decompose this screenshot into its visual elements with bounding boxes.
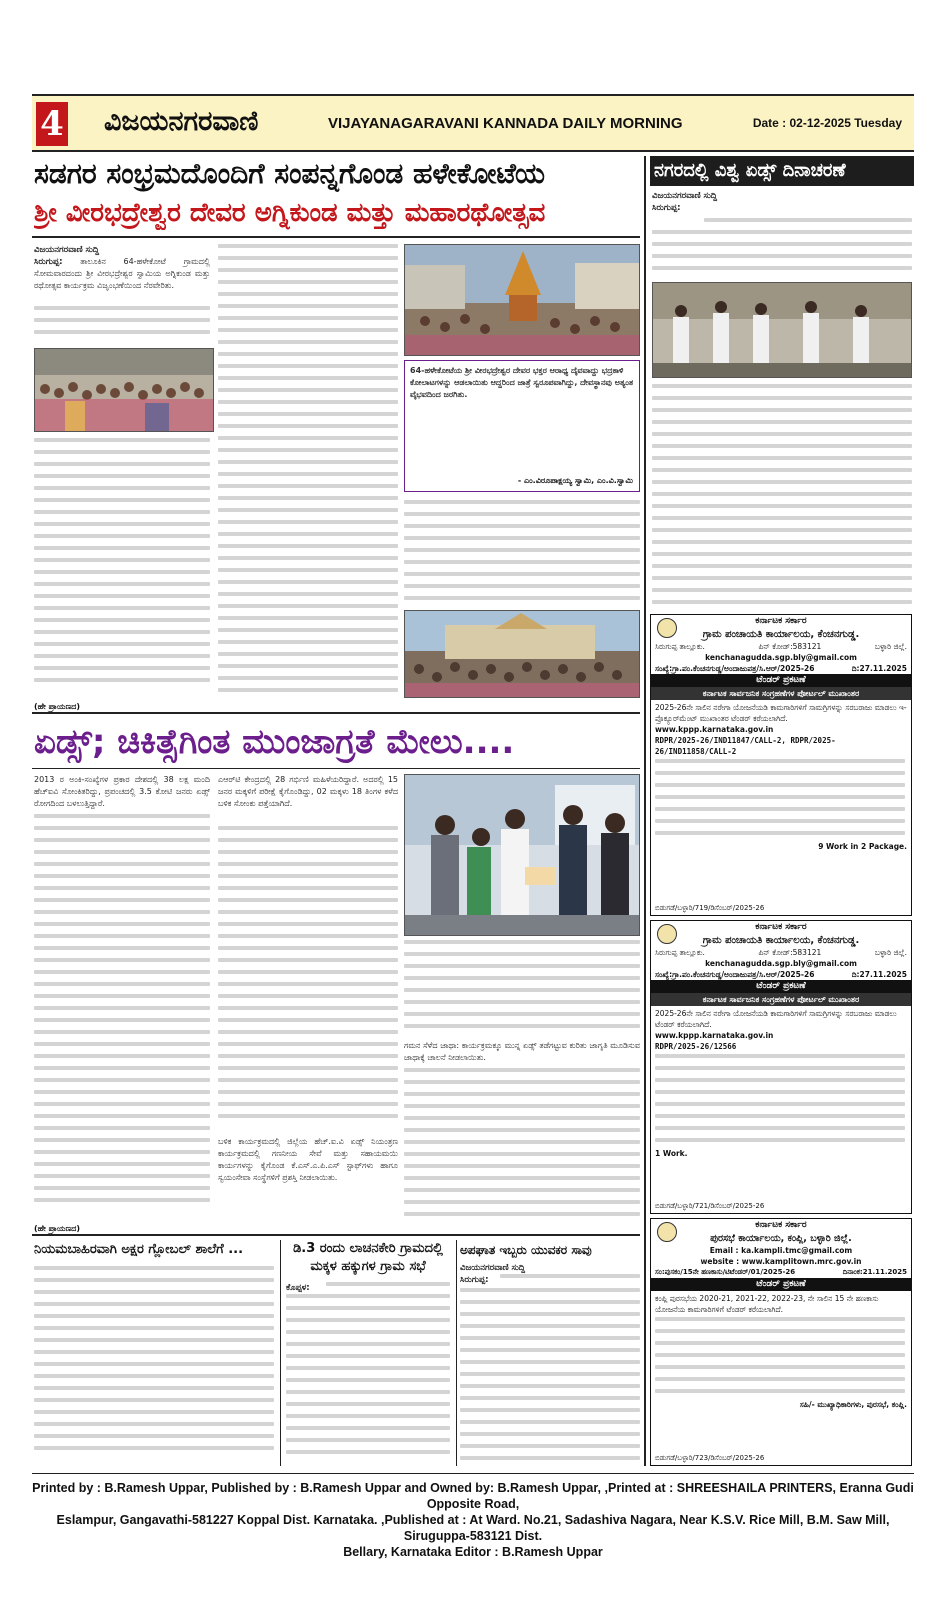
lead-col1-text-2 <box>34 438 210 700</box>
world-aids-dateline: ಸಿರುಗುಪ್ಪ: <box>652 203 681 213</box>
tender1-district: ಬಳ್ಳಾರಿ ಜಿಲ್ಲೆ. <box>874 642 907 651</box>
imprint-line-3: Bellary, Karnataka Editor : B.Ramesh Uppar <box>343 1545 603 1559</box>
world-aids-headline-bar <box>650 156 914 186</box>
story2-text-0 <box>326 1282 450 1294</box>
tender1-subtitle: ಕರ್ನಾಟಕ ಸಾರ್ವಜನಿಕ ಸಂಗ್ರಹಣೆಗಳ ಪೋರ್ಟಲ್ ಮುಖಾಂತರ <box>651 687 911 700</box>
tender3-date: ದಿನಾಂಕ:21.11.2025 <box>842 1268 907 1276</box>
paper-name-english: VIJAYANAGARAVANI KANNADA DAILY MORNING <box>328 115 683 132</box>
tender3-govt: ಕರ್ನಾಟಕ ಸರ್ಕಾರ <box>755 1220 807 1230</box>
rule <box>32 712 640 714</box>
tender3-signature: ಸಹಿ/- ಮುಖ್ಯಾಧಿಕಾರಿಗಳು, ಪುರಸಭೆ, ಕಂಪ್ಲಿ. <box>799 1400 907 1409</box>
aids-col2-tail: ಬಳಿಕ ಕಾರ್ಯಕ್ರಮದಲ್ಲಿ ಜಿಲ್ಲೆಯ ಹೆಚ್.ಐ.ವಿ ಏಡ್ಸ್ ನಿಯಂತ್ರಣ ಕಾರ್ಯಕ್ರಮದಲ್ಲಿ ಗಣನೀಯ ಸೇವೆ ಮತ್ತು ಸಹಾಯಮಯಿ ಕಾರ್ಯಗಳನ್ನು ಕೈಗೊಂಡ ಕೆ.ಎಸ್.ಎ.ಪಿ.ಎಸ್ ಸ್ಟಾಫ್‌ಗಳು ಹಾಗೂ ಸ್ವಯಂಸೇವಾ ಸಂಸ್ಥೆಗಳಿಗೆ ಪ್ರಶಸ್ತಿ ನೀಡಲಾಯಿತು. <box>218 1137 398 1182</box>
imprint-line-2: Eslampur, Gangavathi-581227 Koppal Dist. Karnataka. ,Published at : At Ward. No.21, Sadashiva Nagara, Near K.S.V. Rice Mill, B.M. Saw Mill, Siruguppa-583121 Dist. <box>56 1513 890 1543</box>
tender1-taluk: ಸಿರುಗುಪ್ಪ ತಾಲ್ಲೂಕು. <box>655 642 705 651</box>
lead-photo-crowd <box>34 348 214 432</box>
lead-intro: ತಾಲೂಕಿನ 64-ಹಳೇಕೋಟೆ ಗ್ರಾಮದಲ್ಲಿ ಸೋಮವಾರದಂದು ಶ್ರೀ ವೀರಭದ್ರೇಶ್ವರ ಸ್ವಾಮಿಯ ಅಗ್ನಿಕುಂಡ ಮತ್ತು ರಥೋತ್ಸವ ಕಾರ್ಯಕ್ರಮ ವಿಜೃಂಭಣೆಯಿಂದ ನೆರವೇರಿತು. <box>34 257 210 290</box>
tender2-date: ದಿ:27.11.2025 <box>851 970 907 979</box>
world-aids-byline: ವಿಜಯನಗರವಾಣಿ ಸುದ್ದಿ <box>652 191 718 201</box>
story1-text <box>34 1266 274 1468</box>
story3-byline: ವಿಜಯನಗರವಾಣಿ ಸುದ್ದಿ <box>460 1263 526 1273</box>
world-aids-headline: ನಗರದಲ್ಲಿ ವಿಶ್ವ ಏಡ್ಸ್ ದಿನಾಚರಣೆ <box>654 160 846 181</box>
tender2-portal: www.kppp.karnataka.gov.in <box>655 1031 774 1040</box>
story2-headline-1: ಡಿ.3 ರಂದು ಲಾಚನಕೇರಿ ಗ್ರಾಮದಲ್ಲಿ <box>293 1241 443 1256</box>
issue-date: Date : 02-12-2025 Tuesday <box>752 116 902 130</box>
story2-headline-2: ಮಕ್ಕಳ ಹಕ್ಕುಗಳ ಗ್ರಾಮ ಸಭೆ <box>310 1259 426 1274</box>
imprint-footer <box>32 1473 914 1560</box>
lead-caption-box <box>404 360 640 492</box>
lead-col2-text <box>218 244 398 700</box>
tender1-body: 2025-26ನೇ ಸಾಲಿನ ನರೇಗಾ ಯೋಜನೆಯಡಿ ಕಾಮಗಾರಿಗಳಿಗೆ ಸಾಮಗ್ರಿಗಳನ್ನು ಸರಬರಾಜು ಮಾಡಲು ಇ-ಪ್ರೊಕ್ಯೂರ್‌ಮೆಂಟ್ ಮುಖಾಂತರ ಟೆಂಡರ್ ಕರೆಯಲಾಗಿದೆ. <box>655 703 907 723</box>
tender2-text <box>655 1054 905 1150</box>
tender2-email: kenchanagudda.sgp.bly@gmail.com <box>705 959 857 968</box>
tender1-govt: ಕರ್ನಾಟಕ ಸರ್ಕಾರ <box>755 616 807 626</box>
tender2-subtitle: ಕರ್ನಾಟಕ ಸಾರ್ವಜನಿಕ ಸಂಗ್ರಹಣೆಗಳ ಪೋರ್ಟಲ್ ಮುಖಾಂತರ <box>651 993 911 1006</box>
world-aids-text-2 <box>652 384 912 612</box>
tender1-codes: RDPR/2025-26/IND11847/CALL-2, RDPR/2025-26/IND11858/CALL-2 <box>655 736 836 756</box>
lead-headline-1: ಸಡಗರ ಸಂಭ್ರಮದೊಂದಿಗೆ ಸಂಪನ್ನಗೊಂಡ ಹಳೇಕೋಟೆಯ <box>34 157 545 190</box>
lead-photo-temple <box>404 610 640 698</box>
column-divider <box>456 1240 457 1466</box>
tender1-footer: ಬಿಡುಗಡೆ/ಬಳ್ಳಾರಿ/719/ಡಿಸೆಂಬರ್/2025-26 <box>655 904 765 912</box>
story3-text-0 <box>500 1274 640 1286</box>
story2-dateline: ಕೊಪ್ಪಳ: <box>286 1283 310 1293</box>
lead-dateline: ಸಿರುಗುಪ್ಪ: <box>34 257 63 267</box>
tender1-email: kenchanagudda.sgp.bly@gmail.com <box>705 653 857 662</box>
tender2-footer: ಬಿಡುಗಡೆ/ಬಳ್ಳಾರಿ/721/ಡಿಸೆಂಬರ್/2025-26 <box>655 1202 765 1210</box>
column-divider <box>644 156 646 1466</box>
story2-dateline-wrap <box>286 1282 326 1294</box>
imprint-line-1: Printed by : B.Ramesh Uppar, Published by : B.Ramesh Uppar and Owned by: B.Ramesh Uppar, ,Printed at : SHREESHAILA PRINTERS, Eranna Gudi Opposite Road, <box>32 1481 914 1511</box>
tender-notice-1 <box>650 614 912 916</box>
tender1-title: ಟೆಂಡರ್ ಪ್ರಕಟಣೆ <box>651 674 911 687</box>
paper-name-kannada: ವಿಜಯನಗರವಾಣಿ <box>104 106 259 137</box>
tender2-taluk: ಸಿರುಗುಪ್ಪ ತಾಲ್ಲೂಕು. <box>655 948 705 957</box>
bottom-section-tag: (ಹೇ ಪ್ರಾಯಣದ) <box>34 1224 80 1233</box>
tender1-office: ಗ್ರಾಮ ಪಂಚಾಯತಿ ಕಾರ್ಯಾಲಯ, ಕೆಂಚನಗುಡ್ಡ. <box>702 629 860 640</box>
tender3-office: ಪುರಸಭೆ ಕಾರ್ಯಾಲಯ, ಕಂಪ್ಲಿ, ಬಳ್ಳಾರಿ ಜಿಲ್ಲೆ. <box>710 1233 852 1244</box>
govt-emblem-icon <box>657 618 677 638</box>
story2-text <box>286 1294 450 1468</box>
tender3-ref: ಸಂ:ಪುಸಕಂ/15ನೇ ಹಣಕಾಸು/ಟಿಟೆಂಡರ್/01/2025-26 <box>655 1268 796 1276</box>
world-aids-text-0 <box>704 218 912 230</box>
lead-byline: ವಿಜಯನಗರವಾಣಿ ಸುದ್ದಿ <box>34 245 100 255</box>
aids-feature-headline: ಏಡ್ಸ್; ಚಿಕಿತ್ಸೆಗಿಂತ ಮುಂಜಾಗ್ರತೆ ಮೇಲು.... <box>34 722 515 762</box>
tender3-text <box>655 1317 905 1401</box>
lead-col1-text <box>34 306 210 342</box>
world-aids-photo <box>652 282 912 378</box>
govt-emblem-icon <box>657 1222 677 1242</box>
tender2-office: ಗ್ರಾಮ ಪಂಚಾಯತಿ ಕಾರ್ಯಾಲಯ, ಕೆಂಚನಗುಡ್ಡ. <box>702 935 860 946</box>
tender1-ref: ಸಂಖ್ಯೆ:ಗ್ರಾ.ಪಂ.ಕೆಂಚನಗುಡ್ಡ/ಅಂದಾಜುಪತ್ರ/ಸಿ.ಆರ್/2025-26 <box>655 664 815 673</box>
tender1-text <box>655 759 905 843</box>
tender-notice-3 <box>650 1218 912 1466</box>
tender1-date: ದಿ:27.11.2025 <box>851 664 907 673</box>
tender3-body: ಕಂಪ್ಲಿ ಪುರಸಭೆಯ 2020-21, 2021-22, 2022-23, ನೇ ಸಾಲಿನ 15 ನೇ ಹಣಕಾಸು ಯೋಜನೆಯ ಕಾಮಗಾರಿಗಳಿಗೆ ಟೆಂಡರ್ ಕರೆಯಲಾಗಿದೆ. <box>655 1294 879 1314</box>
govt-emblem-icon <box>657 924 677 944</box>
aids-col3-text-2 <box>404 1068 640 1224</box>
tender2-pin: ಪಿನ್ ಕೋಡ್:583121 <box>758 948 822 957</box>
tender1-work: 9 Work in 2 Package. <box>818 842 907 851</box>
tender-notice-2 <box>650 920 912 1214</box>
aids-col3-text <box>404 940 640 1036</box>
page-number: 4 <box>36 102 68 146</box>
tender3-footer: ಬಿಡುಗಡೆ/ಬಳ್ಳಾರಿ/723/ಡಿಸೆಂಬರ್/2025-26 <box>655 1454 765 1462</box>
world-aids-intro <box>652 190 912 214</box>
tender2-title: ಟೆಂಡರ್ ಪ್ರಕಟಣೆ <box>651 980 911 993</box>
aids-photo-stage <box>404 774 640 936</box>
rule <box>32 236 640 238</box>
column-divider <box>280 1240 281 1466</box>
tender3-title: ಟೆಂಡರ್ ಪ್ರಕಟಣೆ <box>651 1278 911 1291</box>
aids-col1-text <box>34 814 210 1218</box>
lead-caption-credit: - ಎಂ.ವಿರೂಪಾಕ್ಷಯ್ಯ ಸ್ವಾಮಿ, ಎಂ.ವಿ.ಸ್ವಾಮಿ <box>517 476 633 485</box>
tender2-govt: ಕರ್ನಾಟಕ ಸರ್ಕಾರ <box>755 922 807 932</box>
aids-sub-tail: ಗಮನ ಸೆಳೆದ ಜಾಥಾ: ಕಾರ್ಯಕ್ರಮಕ್ಕೂ ಮುನ್ನ ಏಡ್ಸ್ ತಡೆಗಟ್ಟುವ ಕುರಿತು ಜಾಗೃತಿ ಮೂಡಿಸುವ ಜಾಥಾಕ್ಕೆ ಚಾಲನೆ ನೀಡಲಾಯಿತು. <box>404 1041 640 1062</box>
rule <box>32 1234 640 1236</box>
world-aids-text-1 <box>652 230 912 278</box>
tender2-codes: RDPR/2025-26/12566 <box>655 1042 737 1051</box>
tender3-website: website : www.kamplitown.mrc.gov.in <box>700 1257 862 1266</box>
story3-headline: ಅಪಘಾತ ಇಬ್ಬರು ಯುವಕರ ಸಾವು <box>460 1243 592 1257</box>
tender1-portal: www.kppp.karnataka.gov.in <box>655 725 774 734</box>
lead-col1-intro <box>34 244 210 292</box>
lead-col3-text <box>404 500 640 604</box>
rule <box>32 768 640 769</box>
lead-section-tag: (ಹೇ ಪ್ರಾಯಣದ) <box>34 702 80 711</box>
story1-headline: ನಿಯಮಬಾಹಿರವಾಗಿ ಅಕ್ಷರ ಗ್ಲೋಬಲ್ ಶಾಲೆಗೆ ... <box>34 1242 244 1257</box>
tender2-body: 2025-26ನೇ ಸಾಲಿನ ನರೇಗಾ ಯೋಜನೆಯಡಿ ಕಾಮಗಾರಿಗಳಿಗೆ ಸಾಮಗ್ರಿಗಳನ್ನು ಸರಬರಾಜು ಮಾಡಲು ಟೆಂಡರ್ ಕರೆಯಲಾಗಿದೆ. <box>655 1009 897 1029</box>
aids-col2-text <box>218 826 398 1134</box>
lead-photo-chariot <box>404 244 640 356</box>
tender1-pin: ಪಿನ್ ಕೋಡ್:583121 <box>758 642 822 651</box>
aids-col1-intro: 2013 ರ ಅಂಕಿ-ಸಂಖ್ಯೆಗಳ ಪ್ರಕಾರ ದೇಶದಲ್ಲಿ 38 ಲಕ್ಷ ಮಂದಿ ಹೆಚ್‌ಐವಿ ಸೋಂಕಿತರಿದ್ದು, ಪ್ರಪಂಚದಲ್ಲಿ 3.5 ಕೋಟಿ ಜನರು ಏಡ್ಸ್ ರೋಗದಿಂದ ಬಳಲುತ್ತಿದ್ದಾರೆ. <box>34 775 210 808</box>
aids-col2-intro: ಎಆರ್‌ಟಿ ಕೇಂದ್ರದಲ್ಲಿ 28 ಗರ್ಭಿಣಿ ಮಹಿಳೆಯರಿದ್ದಾರೆ. ಅದರಲ್ಲಿ 15 ಜನರ ಮಕ್ಕಳಿಗೆ ಪರೀಕ್ಷೆ ಕೈಗೊಂಡಿದ್ದು, 02 ಮಕ್ಕಳು 18 ತಿಂಗಳ ಕಳೆದ ಬಳಿಕ ಸೋಂಕು ಪತ್ತೆಯಾಗಿದೆ. <box>218 775 398 808</box>
tender2-district: ಬಳ್ಳಾರಿ ಜಿಲ್ಲೆ. <box>874 948 907 957</box>
story3-dateline: ಸಿರುಗುಪ್ಪ: <box>460 1275 489 1285</box>
lead-caption: 64-ಹಳೇಕೋಟೆಯ ಶ್ರೀ ವೀರಭದ್ರೇಶ್ವರ ದೇವರ ಭಕ್ತರ ಆರಾಧ್ಯ ದೈವವಾದ್ದು ಭದ್ರಕಾಳಿ ಕೋಲಾಟಗಳನ್ನು ಆಡಲಾಯಿತು ಆದ್ದರಿಂದ ಜಾತ್ರೆ ಸ್ವರೂಪವಾಗಿದ್ದು, ದೇವಸ್ಥಾನವು ಅತ್ಯಂತ ವೈಭವದಿಂದ ಜರಗಿತು. <box>410 366 634 399</box>
tender2-work: 1 Work. <box>655 1149 688 1158</box>
tender3-email: Email : ka.kampli.tmc@gmail.com <box>709 1246 853 1255</box>
tender2-ref: ಸಂಖ್ಯೆ:ಗ್ರಾ.ಪಂ.ಕೆಂಚನಗುಡ್ಡ/ಅಂದಾಜುಪತ್ರ/ಸಿ.ಆರ್/2025-26 <box>655 970 815 979</box>
story3-text <box>460 1288 640 1468</box>
masthead <box>32 94 914 152</box>
lead-headline-2: ಶ್ರೀ ವೀರಭದ್ರೇಶ್ವರ ದೇವರ ಅಗ್ನಿಕುಂಡ ಮತ್ತು ಮಹಾರಥೋತ್ಸವ <box>34 198 546 228</box>
